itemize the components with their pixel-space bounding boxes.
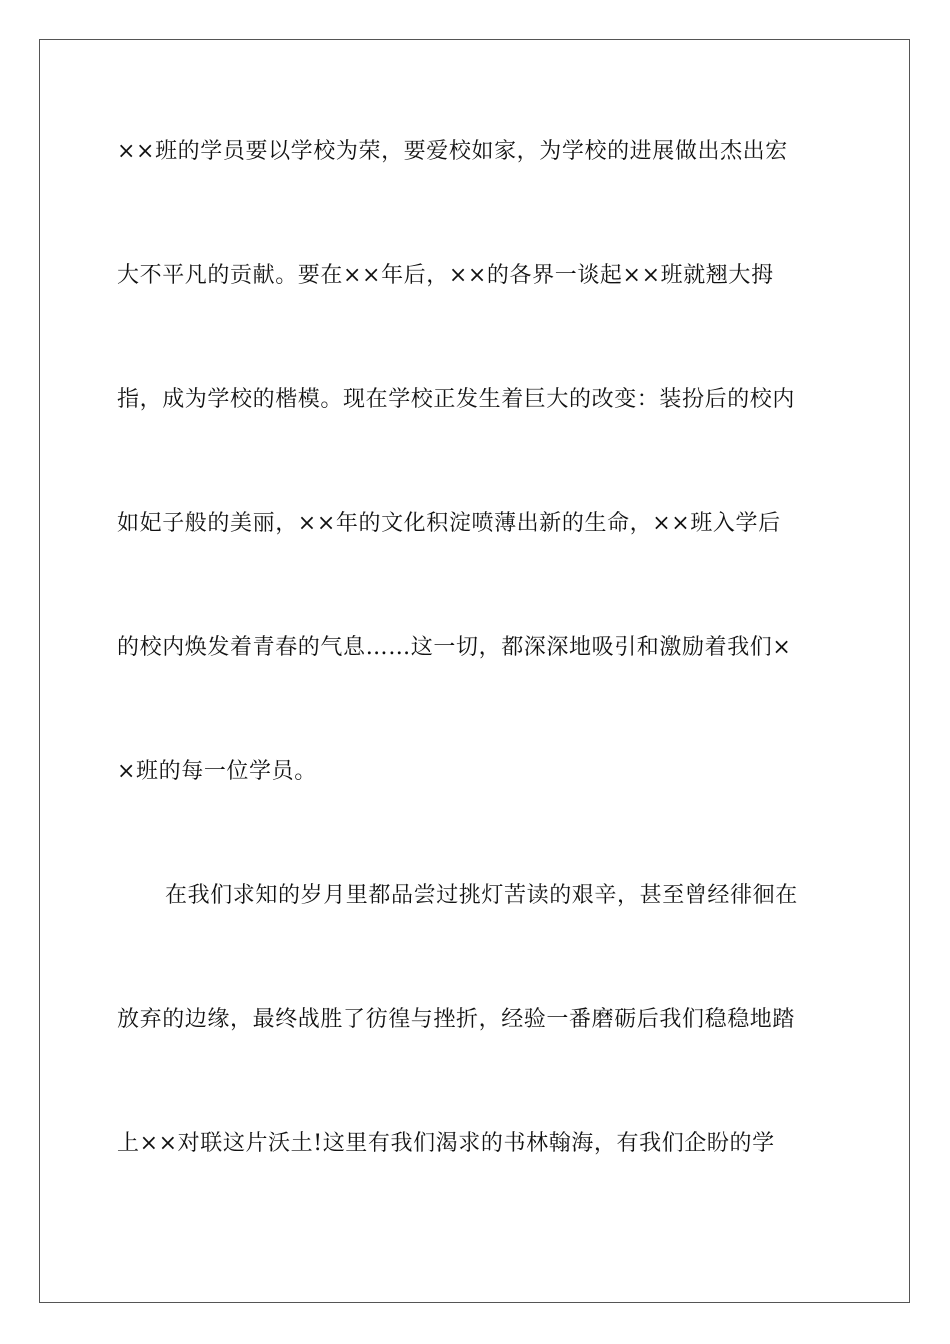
paragraph-first-line: 在我们求知的岁月里都品尝过挑灯苦读的艰辛，甚至曾经徘徊在 (165, 883, 798, 908)
text-line: 指，成为学校的楷模。现在学校正发生着巨大的改变：装扮后的校内 (117, 387, 796, 412)
text-line: 上××对联这片沃土!这里有我们渴求的书林翰海，有我们企盼的学 (117, 1131, 775, 1156)
text-line: ×班的每一位学员。 (117, 759, 317, 784)
text-line: 的校内焕发着青春的气息……这一切，都深深地吸引和激励着我们× (117, 635, 792, 660)
text-line: 大不平凡的贡献。要在××年后，××的各界一谈起××班就翘大拇 (117, 263, 774, 288)
page-border (39, 39, 910, 1303)
text-line: 放弃的边缘，最终战胜了彷徨与挫折，经验一番磨砺后我们稳稳地踏 (117, 1007, 796, 1032)
text-line: ××班的学员要以学校为荣，要爱校如家，为学校的进展做出杰出宏 (117, 139, 788, 164)
text-line: 如妃子般的美丽，××年的文化积淀喷薄出新的生命，××班入学后 (117, 511, 781, 536)
